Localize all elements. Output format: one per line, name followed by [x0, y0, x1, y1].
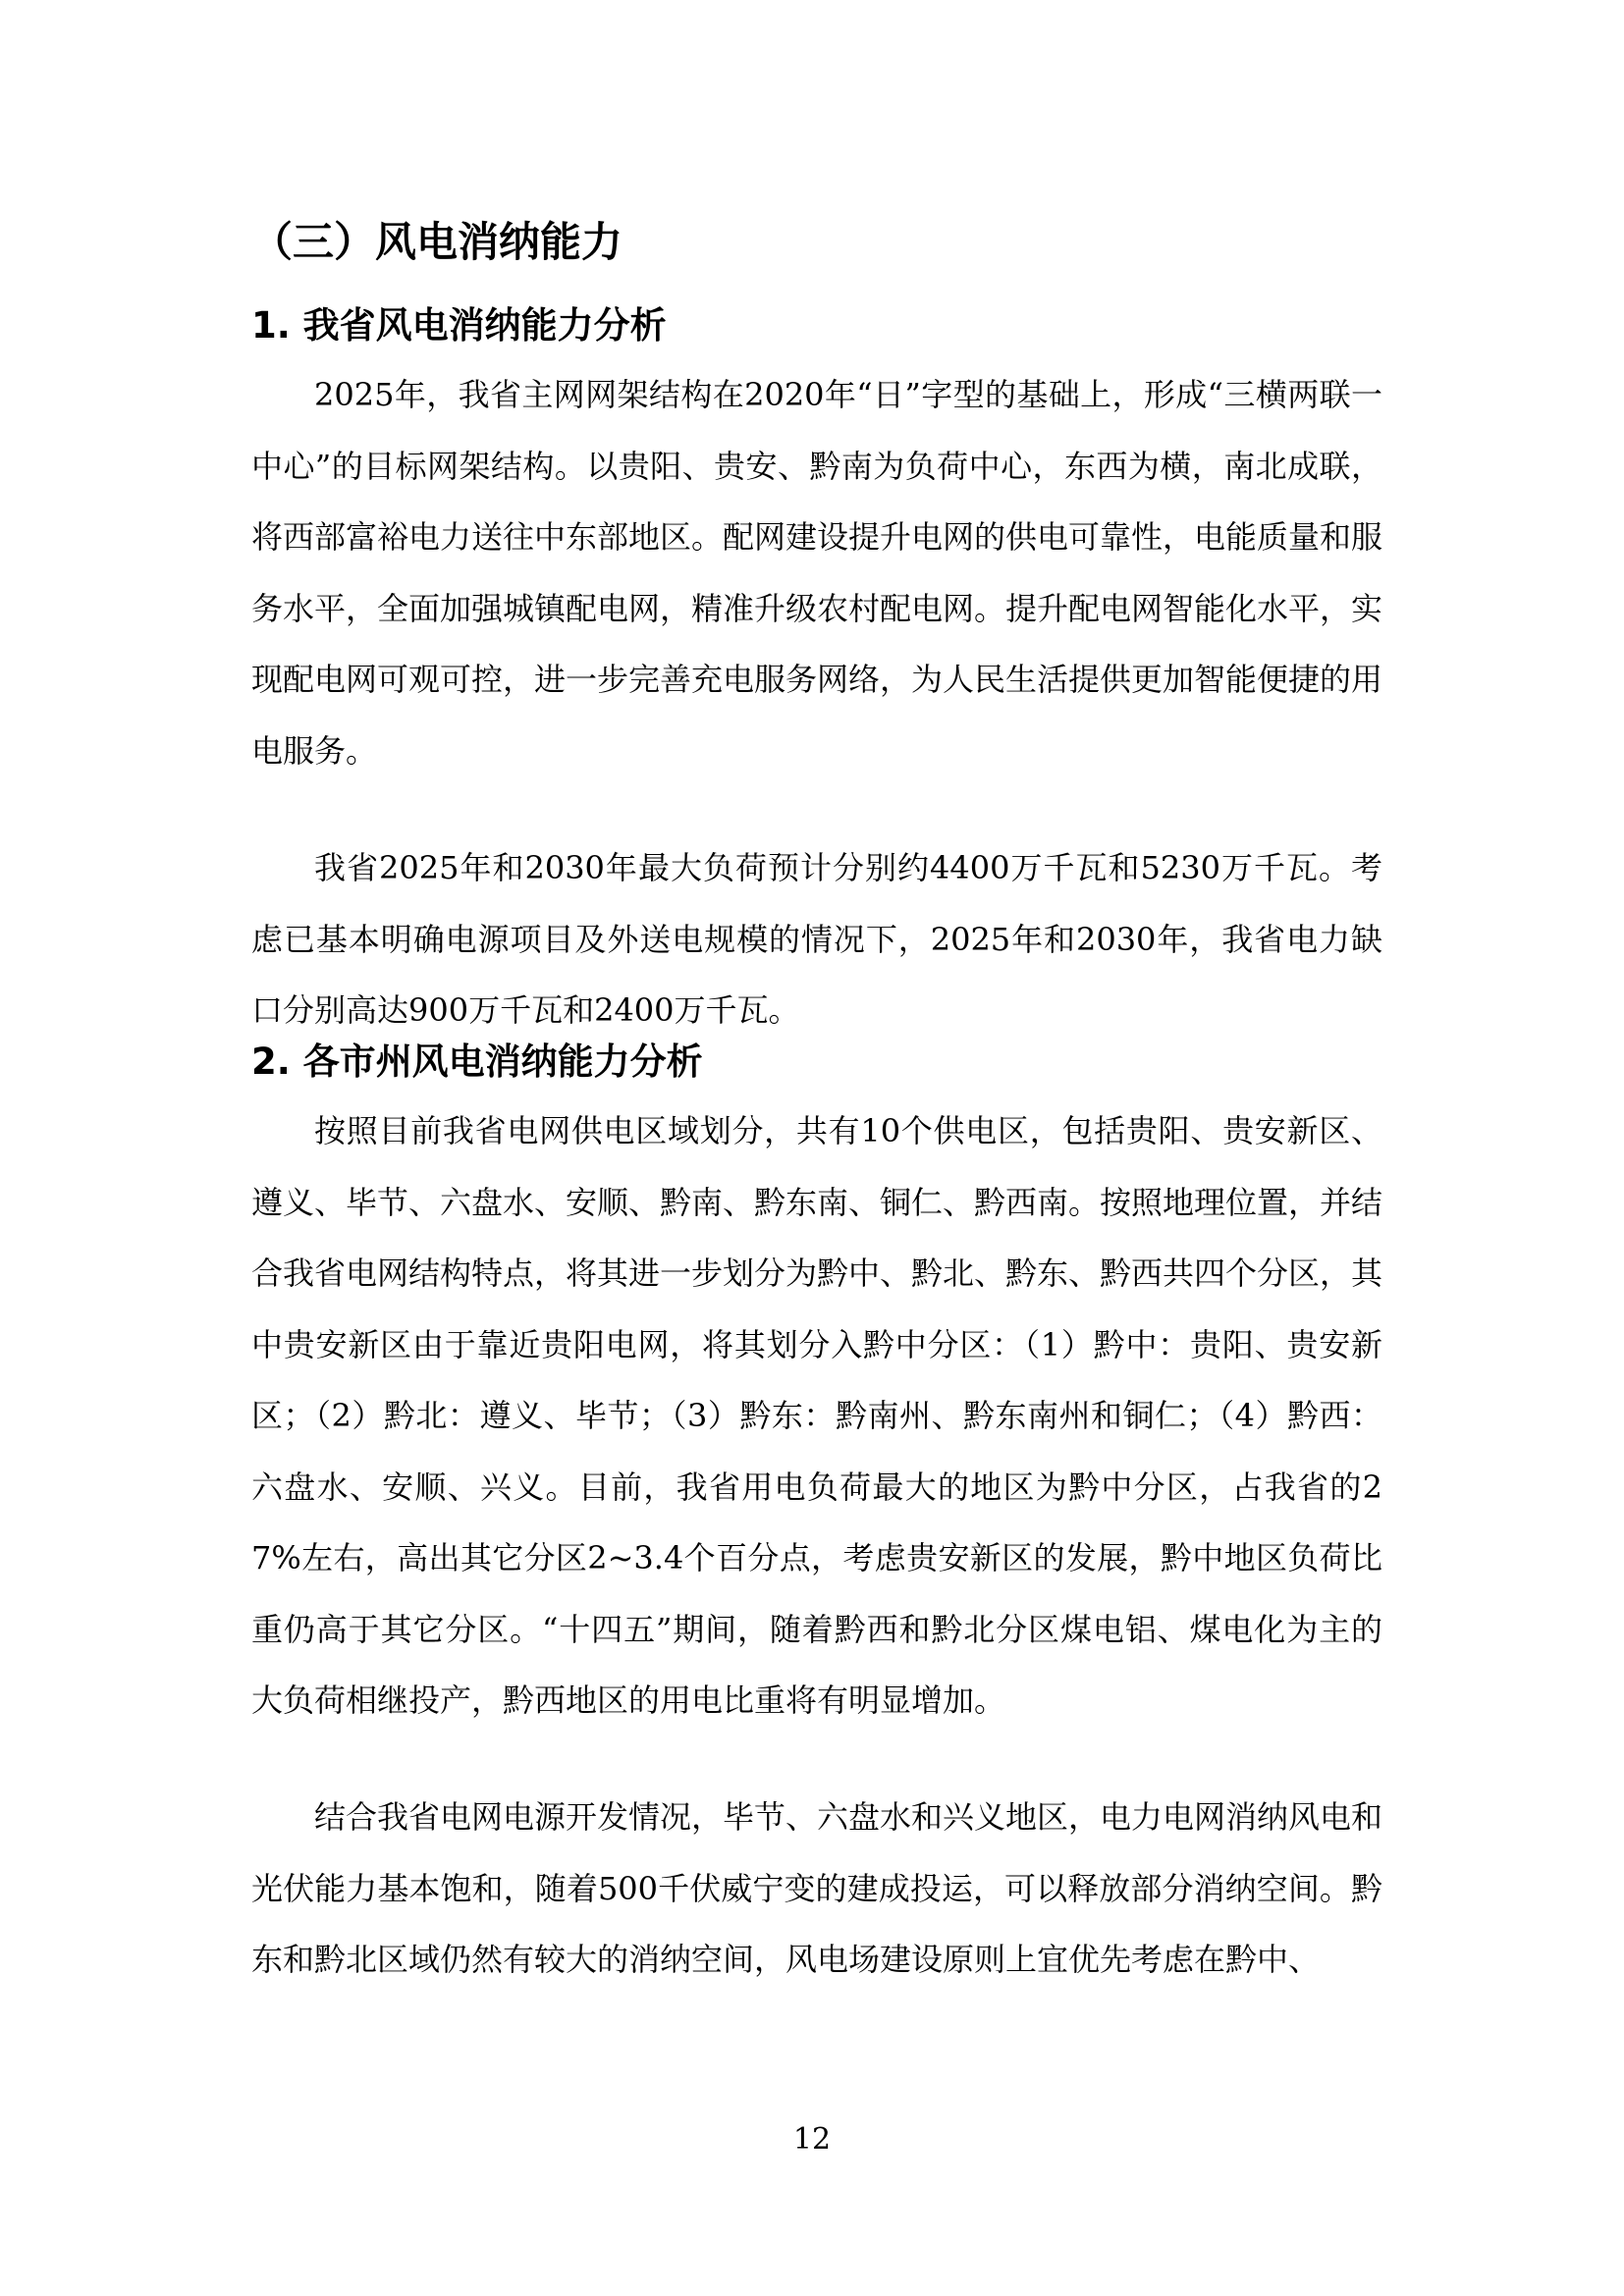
subsection-1-title: 1. 我省风电消纳能力分析	[251, 304, 667, 347]
paragraph-absorption-capacity: 结合我省电网电源开发情况，毕节、六盘水和兴义地区，电力电网消纳风电和光伏能力基本饱和，随着500千伏威宁变的建成投运，可以释放部分消纳空间。黔东和黔北区域仍然有较大的消纳空间，风电场建设原则上宜优先考虑在黔中、	[251, 1798, 1383, 1978]
paragraph-grid-structure: 2025年，我省主网网架结构在2020年“日”字型的基础上，形成“三横两联一中心”的目标网架结构。以贵阳、贵安、黔南为负荷中心，东西为横，南北成联，将西部富裕电力送往中东部地区。配网建设提升电网的供电可靠性，电能质量和服务水平，全面加强城镇配电网，精准升级农村配电网。提升配电网智能化水平，实现配电网可观可控，进一步完善充电服务网络，为人民生活提供更加智能便捷的用电服务。	[251, 376, 1383, 770]
section-title: （三）风电消纳能力	[251, 218, 623, 266]
paragraph-load-forecast: 我省2025年和2030年最大负荷预计分别约4400万千瓦和5230万千瓦。考虑已基本明确电源项目及外送电规模的情况下，2025年和2030年，我省电力缺口分别高达900万千瓦和2400万千瓦。	[251, 849, 1382, 1029]
paragraph-supply-regions: 按照目前我省电网供电区域划分，共有10个供电区，包括贵阳、贵安新区、遵义、毕节、六盘水、安顺、黔南、黔东南、铜仁、黔西南。按照地理位置，并结合我省电网结构特点，将其进一步划分为黔中、黔北、黔东、黔西共四个分区，其中贵安新区由于靠近贵阳电网，将其划分入黔中分区：（1）黔中：贵阳、贵安新区；（2）黔北：遵义、毕节；（3）黔东：黔南州、黔东南州和铜仁；（4）黔西：六盘水、安顺、兴义。目前，我省用电负荷最大的地区为黔中分区，占我省的27%左右，高出其它分区2~3.4个百分点，考虑贵安新区的发展，黔中地区负荷比重仍高于其它分区。“十四五”期间，随着黔西和黔北分区煤电铝、煤电化为主的大负荷相继投产，黔西地区的用电比重将有明显增加。	[251, 1112, 1383, 1719]
page-number: 12	[792, 2122, 832, 2157]
subsection-2-title: 2. 各市州风电消纳能力分析	[251, 1041, 703, 1083]
